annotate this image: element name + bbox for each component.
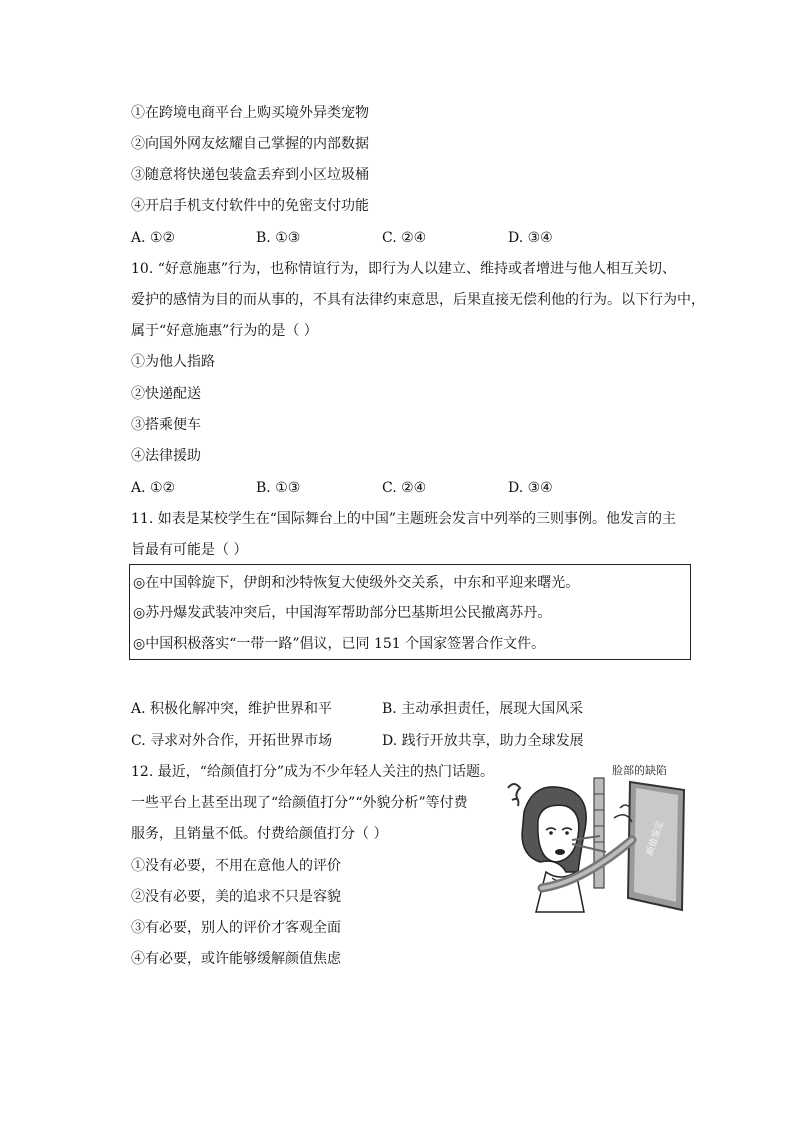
q11-option-a[interactable]: A. 积极化解冲突，维护世界和平 bbox=[131, 701, 333, 717]
q12-item-1: ①没有必要，不用在意他人的评价 bbox=[131, 858, 341, 874]
q9-option-b[interactable]: B. ①③ bbox=[256, 230, 301, 246]
q9-option-c[interactable]: C. ②④ bbox=[382, 230, 427, 246]
q10-stem-line-1: 10. “好意施惠”行为，也称情谊行为，即行为人以建立、维持或者增进与他人相互关切、 bbox=[131, 261, 677, 277]
q10-option-b[interactable]: B. ①③ bbox=[256, 480, 301, 496]
q10-item-4: ④法律援助 bbox=[131, 448, 201, 464]
q12-item-3: ③有必要，别人的评价才客观全面 bbox=[131, 920, 341, 936]
q11-option-c[interactable]: C. 寻求对外合作，开拓世界市场 bbox=[131, 733, 333, 749]
q12-item-2: ②没有必要，美的追求不只是容貌 bbox=[131, 889, 341, 905]
q12-stem-line-3: 服务，且销量不低。付费给颜值打分（ ） bbox=[131, 826, 388, 842]
illustration-caption: 脸部的缺陷 bbox=[612, 764, 667, 777]
q10-item-2: ②快递配送 bbox=[131, 386, 201, 402]
q11-example-2: ◎苏丹爆发武装冲突后，中国海军帮助部分巴基斯坦公民撤离苏丹。 bbox=[133, 605, 552, 621]
q10-option-a[interactable]: A. ①② bbox=[131, 480, 176, 496]
q11-example-1: ◎在中国斡旋下，伊朗和沙特恢复大使级外交关系，中东和平迎来曙光。 bbox=[133, 575, 580, 591]
q10-option-c[interactable]: C. ②④ bbox=[382, 480, 427, 496]
q11-example-3: ◎中国积极落实“一带一路”倡议，已同 151 个国家签署合作文件。 bbox=[133, 636, 546, 652]
q10-item-3: ③搭乘便车 bbox=[131, 417, 201, 433]
q11-option-b[interactable]: B. 主动承担责任，展现大国风采 bbox=[382, 701, 584, 717]
girl-figure bbox=[522, 787, 586, 912]
q9-item-4: ④开启手机支付软件中的免密支付功能 bbox=[131, 198, 369, 214]
q11-stem-line-2: 旨最有可能是（ ） bbox=[131, 542, 248, 558]
q11-stem-line-1: 11. 如表是某校学生在“国际舞台上的中国”主题班会发言中列举的三则事例。他发言的主 bbox=[131, 511, 677, 527]
q11-example-table bbox=[129, 564, 691, 660]
scribble-icon bbox=[508, 784, 520, 806]
q9-item-1: ①在跨境电商平台上购买境外异类宠物 bbox=[131, 105, 369, 121]
q12-item-4: ④有必要，或许能够缓解颜值焦虑 bbox=[131, 951, 341, 967]
q10-option-d[interactable]: D. ③④ bbox=[508, 480, 553, 496]
q12-cartoon-illustration bbox=[502, 760, 702, 920]
q9-option-a[interactable]: A. ①② bbox=[131, 230, 176, 246]
q10-stem-line-3: 属于“好意施惠”行为的是（ ） bbox=[131, 323, 318, 339]
q10-item-1: ①为他人指路 bbox=[131, 354, 215, 370]
q9-option-d[interactable]: D. ③④ bbox=[508, 230, 553, 246]
q9-item-2: ②向国外网友炫耀自己掌握的内部数据 bbox=[131, 136, 369, 152]
q9-item-3: ③随意将快递包装盒丢弃到小区垃圾桶 bbox=[131, 167, 369, 183]
q12-stem-line-2: 一些平台上甚至出现了“给颜值打分”“外貌分析”等付费 bbox=[131, 795, 468, 811]
q12-stem-line-1: 12. 最近，“给颜值打分”成为不少年轻人关注的热门话题。 bbox=[131, 764, 495, 780]
q11-option-d[interactable]: D. 践行开放共享，助力全球发展 bbox=[382, 733, 584, 749]
q10-stem-line-2: 爱护的感情为目的而从事的，不具有法律约束意思，后果直接无偿利他的行为。以下行为中， bbox=[131, 292, 705, 308]
illustration-sign: 颜值鉴定 bbox=[645, 819, 666, 857]
